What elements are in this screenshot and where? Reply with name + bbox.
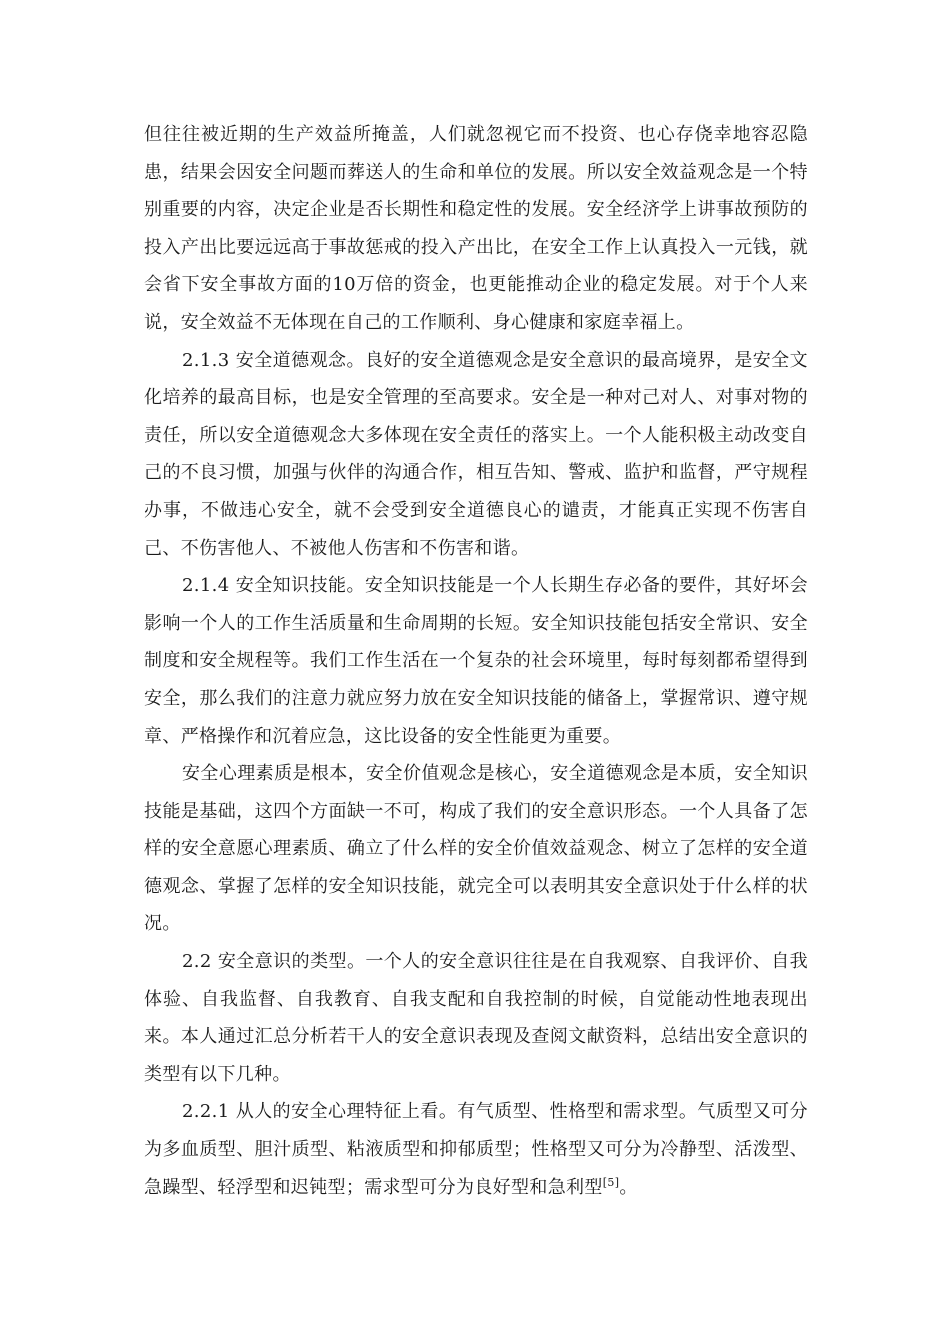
paragraph-2-1-4-safety-skills: 2.1.4 安全知识技能。安全知识技能是一个人长期生存必备的要件，其好坏会影响一个人的工作生活质量和生命周期的长短。安全知识技能包括安全常识、安全制度和安全规程等。我们工作生活在一个复杂的社会环境里，每时每刻都希望得到安全，那么我们的注意力就应努力放在安全知识技能的储备上，掌握常识、遵守规章、严格操作和沉着应急，这比设备的安全性能更为重要。 xyxy=(144,575,808,747)
paragraph-safety-benefit: 但往往被近期的生产效益所掩盖，人们就忽视它而不投资、也心存侥幸地容忍隐患，结果会因安全问题而葬送人的生命和单位的发展。所以安全效益观念是一个特别重要的内容，决定企业是否长期性和稳定性的发展。安全经济学上讲事故预防的投入产出比要远远高于事故惩戒的投入产出比，在安全工作上认真投入一元钱，就会省下安全事故方面的10万倍的资金，也更能推动企业的稳定发展。对于个人来说，安全效益不无体现在自己的工作顺利、身心健康和家庭幸福上。 xyxy=(144,124,808,333)
paragraph-summary: 安全心理素质是根本，安全价值观念是核心，安全道德观念是本质，安全知识技能是基础，这四个方面缺一不可，构成了我们的安全意识形态。一个人具备了怎样的安全意愿心理素质、确立了什么样的安全价值效益观念、树立了怎样的安全道德观念、掌握了怎样的安全知识技能，就完全可以表明其安全意识处于什么样的状况。 xyxy=(144,763,808,935)
paragraph-2-2-1-psychology xyxy=(144,1093,808,1206)
paragraph-end: 。 xyxy=(619,1176,638,1198)
paragraph-2-1-3-safety-ethics: 2.1.3 安全道德观念。良好的安全道德观念是安全意识的最高境界，是安全文化培养的最高目标，也是安全管理的至高要求。安全是一种对己对人、对事对物的责任，所以安全道德观念大多体现在安全责任的落实上。一个人能积极主动改变自己的不良习惯，加强与伙伴的沟通合作，相互告知、警戒、监护和监督，严守规程办事，不做违心安全，就不会受到安全道德良心的谴责，才能真正实现不伤害自己、不伤害他人、不被他人伤害和不伤害和谐。 xyxy=(144,349,808,559)
paragraph-text: 2.2.1 从人的安全心理特征上看。有气质型、性格型和需求型。气质型又可分为多血质型、胆汁质型、粘液质型和抑郁质型；性格型又可分为冷静型、活泼型、急躁型、轻浮型和迟钝型；需求型可分为良好型和急利型 xyxy=(144,1101,808,1198)
paragraph-2-2-types: 2.2 安全意识的类型。一个人的安全意识往往是在自我观察、自我评价、自我体验、自我监督、自我教育、自我支配和自我控制的时候，自觉能动性地表现出来。本人通过汇总分析若干人的安全意识表现及查阅文献资料，总结出安全意识的类型有以下几种。 xyxy=(144,951,808,1085)
citation-reference: [5] xyxy=(602,1175,620,1189)
document-body xyxy=(144,116,808,1206)
